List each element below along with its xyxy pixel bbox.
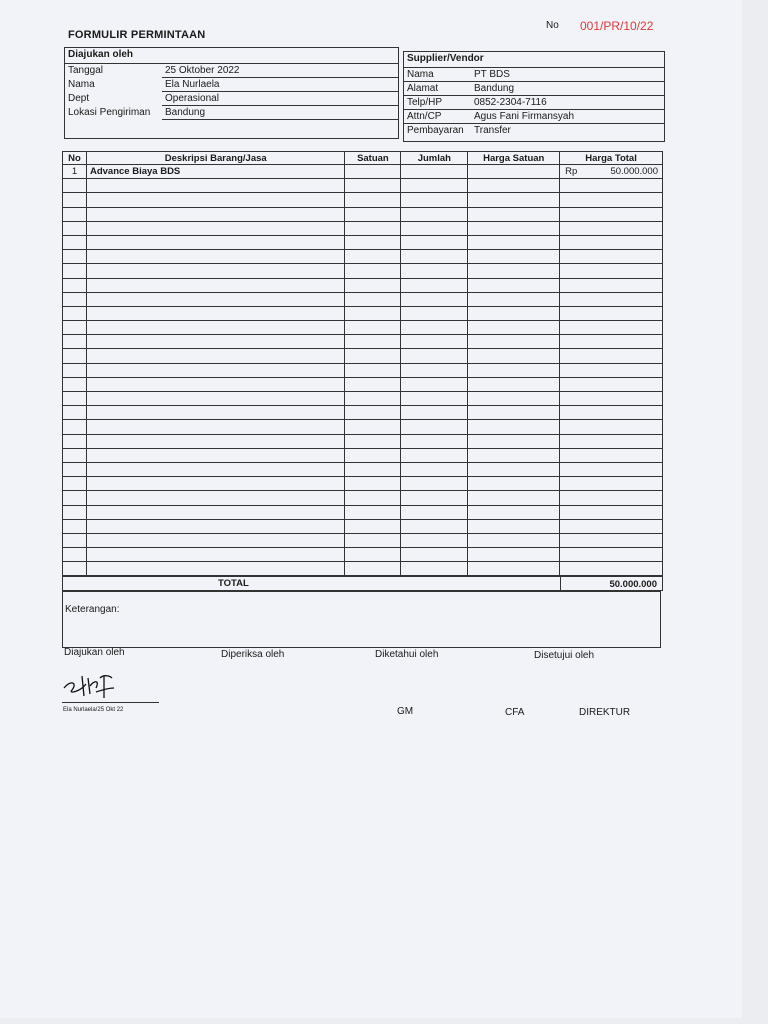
empty-cell <box>345 306 401 320</box>
table-row <box>63 179 663 193</box>
col-qty-header: Jumlah <box>401 152 468 165</box>
empty-cell <box>468 207 560 221</box>
cell-unit <box>345 165 401 179</box>
empty-cell <box>86 207 344 221</box>
field-label: Attn/CP <box>407 111 442 122</box>
empty-cell <box>86 250 344 264</box>
empty-cell <box>468 264 560 278</box>
empty-cell <box>468 491 560 505</box>
empty-cell <box>63 321 87 335</box>
submitted-by-label: Diajukan oleh <box>64 647 125 658</box>
empty-cell <box>86 321 344 335</box>
empty-cell <box>560 363 663 377</box>
table-row <box>63 363 663 377</box>
empty-cell <box>345 335 401 349</box>
col-no-header: No <box>63 152 87 165</box>
empty-cell <box>468 548 560 562</box>
empty-cell <box>468 278 560 292</box>
table-row <box>63 250 663 264</box>
checked-by-label: Diperiksa oleh <box>221 649 285 660</box>
empty-cell <box>468 349 560 363</box>
handwritten-signature <box>60 666 120 702</box>
table-row <box>63 235 663 249</box>
empty-cell <box>86 363 344 377</box>
empty-cell <box>560 179 663 193</box>
empty-cell <box>63 250 87 264</box>
empty-cell <box>63 278 87 292</box>
empty-cell <box>345 179 401 193</box>
empty-cell <box>86 462 344 476</box>
empty-cell <box>86 235 344 249</box>
empty-cell <box>401 250 468 264</box>
requester-row-dept <box>65 92 398 106</box>
field-value: Agus Fani Firmansyah <box>474 111 575 122</box>
empty-cell <box>63 491 87 505</box>
empty-cell <box>345 392 401 406</box>
table-row <box>63 264 663 278</box>
empty-cell <box>401 179 468 193</box>
empty-cell <box>345 406 401 420</box>
empty-cell <box>345 292 401 306</box>
field-value: 25 Oktober 2022 <box>165 65 240 76</box>
empty-cell <box>560 335 663 349</box>
empty-cell <box>86 505 344 519</box>
empty-cell <box>468 193 560 207</box>
empty-cell <box>560 477 663 491</box>
empty-cell <box>560 193 663 207</box>
empty-cell <box>401 562 468 576</box>
empty-cell <box>86 548 344 562</box>
requester-box <box>64 47 399 139</box>
col-description-header: Deskripsi Barang/Jasa <box>86 152 344 165</box>
total-row <box>62 576 663 591</box>
table-row <box>63 377 663 391</box>
supplier-row-phone <box>404 96 664 110</box>
empty-cell <box>345 434 401 448</box>
empty-cell <box>345 519 401 533</box>
empty-cell <box>468 221 560 235</box>
table-row <box>63 349 663 363</box>
empty-cell <box>560 491 663 505</box>
empty-cell <box>345 377 401 391</box>
table-row <box>63 462 663 476</box>
currency-label: Rp <box>565 166 578 177</box>
empty-cell <box>468 505 560 519</box>
empty-cell <box>560 377 663 391</box>
empty-cell <box>401 335 468 349</box>
table-row <box>63 207 663 221</box>
empty-cell <box>468 477 560 491</box>
form-number-value: 001/PR/10/22 <box>580 19 654 33</box>
submitter-caption: Ela Nurlaela/25 Okt 22 <box>63 707 124 713</box>
empty-cell <box>560 448 663 462</box>
role-cfa: CFA <box>505 707 525 718</box>
empty-cell <box>560 321 663 335</box>
empty-cell <box>560 250 663 264</box>
field-value: Bandung <box>165 107 206 118</box>
empty-cell <box>560 221 663 235</box>
empty-cell <box>63 462 87 476</box>
empty-cell <box>401 533 468 547</box>
empty-cell <box>468 392 560 406</box>
supplier-row-contact <box>404 110 664 124</box>
empty-cell <box>345 562 401 576</box>
table-row <box>63 193 663 207</box>
table-row <box>63 221 663 235</box>
role-gm: GM <box>397 706 414 717</box>
empty-cell <box>468 448 560 462</box>
field-value: Transfer <box>474 125 511 136</box>
empty-cell <box>468 335 560 349</box>
empty-cell <box>86 491 344 505</box>
empty-cell <box>401 221 468 235</box>
table-row <box>63 335 663 349</box>
empty-cell <box>86 533 344 547</box>
empty-cell <box>63 179 87 193</box>
table-row <box>63 491 663 505</box>
table-row <box>63 306 663 320</box>
total-divider <box>560 577 561 590</box>
empty-cell <box>560 235 663 249</box>
table-row <box>63 533 663 547</box>
empty-cell <box>345 321 401 335</box>
empty-cell <box>560 207 663 221</box>
empty-cell <box>86 292 344 306</box>
empty-cell <box>468 250 560 264</box>
empty-cell <box>86 434 344 448</box>
empty-cell <box>401 207 468 221</box>
empty-cell <box>401 434 468 448</box>
empty-cell <box>560 462 663 476</box>
empty-cell <box>345 462 401 476</box>
empty-cell <box>86 264 344 278</box>
table-row <box>63 420 663 434</box>
empty-cell <box>345 193 401 207</box>
empty-cell <box>345 278 401 292</box>
empty-cell <box>63 363 87 377</box>
empty-cell <box>401 448 468 462</box>
field-value: Ela Nurlaela <box>165 79 220 90</box>
empty-cell <box>560 533 663 547</box>
field-label: Nama <box>68 79 95 90</box>
empty-cell <box>560 562 663 576</box>
total-value: 50.000.000 <box>609 579 657 590</box>
empty-cell <box>86 349 344 363</box>
requester-row-name <box>65 78 398 92</box>
empty-cell <box>401 235 468 249</box>
empty-cell <box>401 278 468 292</box>
cell-total <box>560 165 663 179</box>
empty-cell <box>560 519 663 533</box>
notes-label: Keterangan: <box>65 604 120 615</box>
empty-cell <box>63 349 87 363</box>
form-title: FORMULIR PERMINTAAN <box>68 29 206 41</box>
empty-cell <box>63 406 87 420</box>
empty-cell <box>345 548 401 562</box>
supplier-row-payment <box>404 124 664 138</box>
col-unit-header: Satuan <box>345 152 401 165</box>
table-row <box>63 448 663 462</box>
empty-cell <box>63 207 87 221</box>
empty-cell <box>63 448 87 462</box>
empty-cell <box>86 448 344 462</box>
empty-cell <box>63 264 87 278</box>
empty-cell <box>63 335 87 349</box>
empty-cell <box>401 292 468 306</box>
table-row <box>63 477 663 491</box>
empty-cell <box>345 420 401 434</box>
empty-cell <box>86 179 344 193</box>
signature-line <box>62 702 159 703</box>
empty-cell <box>345 477 401 491</box>
empty-cell <box>401 519 468 533</box>
table-row <box>63 519 663 533</box>
empty-cell <box>401 349 468 363</box>
field-value: 0852-2304-7116 <box>474 97 547 108</box>
total-label: TOTAL <box>218 578 249 589</box>
table-header-row <box>63 152 663 165</box>
empty-cell <box>63 420 87 434</box>
empty-cell <box>63 221 87 235</box>
field-label: Nama <box>407 69 434 80</box>
cell-no: 1 <box>63 165 87 179</box>
empty-cell <box>560 420 663 434</box>
empty-cell <box>401 306 468 320</box>
empty-cell <box>468 292 560 306</box>
empty-cell <box>401 462 468 476</box>
empty-cell <box>86 335 344 349</box>
empty-cell <box>560 434 663 448</box>
cell-qty <box>401 165 468 179</box>
table-row <box>63 562 663 576</box>
empty-cell <box>345 448 401 462</box>
empty-cell <box>560 406 663 420</box>
known-by-label: Diketahui oleh <box>375 649 439 660</box>
field-label: Telp/HP <box>407 97 443 108</box>
empty-cell <box>63 519 87 533</box>
table-row <box>63 321 663 335</box>
form-number-label: No <box>546 20 559 31</box>
total-amount: 50.000.000 <box>610 166 658 177</box>
col-total-header: Harga Total <box>560 152 663 165</box>
empty-cell <box>86 306 344 320</box>
empty-cell <box>560 548 663 562</box>
underline <box>162 119 398 120</box>
empty-cell <box>86 477 344 491</box>
empty-cell <box>401 491 468 505</box>
supplier-row-address <box>404 82 664 96</box>
empty-cell <box>86 377 344 391</box>
empty-cell <box>560 264 663 278</box>
empty-cell <box>468 306 560 320</box>
empty-cell <box>86 193 344 207</box>
field-label: Tanggal <box>68 65 104 76</box>
empty-cell <box>345 207 401 221</box>
empty-cell <box>63 505 87 519</box>
empty-cell <box>63 193 87 207</box>
requester-header: Diajukan oleh <box>65 48 398 64</box>
field-value: Operasional <box>165 93 219 104</box>
empty-cell <box>468 420 560 434</box>
empty-cell <box>468 179 560 193</box>
empty-cell <box>401 264 468 278</box>
empty-cell <box>86 221 344 235</box>
requester-row-location <box>65 106 398 120</box>
empty-cell <box>468 363 560 377</box>
col-unit-price-header: Harga Satuan <box>468 152 560 165</box>
field-label: Alamat <box>407 83 439 94</box>
table-row <box>63 548 663 562</box>
notes-box <box>62 591 661 648</box>
table-row <box>63 292 663 306</box>
items-table <box>62 151 663 576</box>
empty-cell <box>345 349 401 363</box>
empty-cell <box>401 321 468 335</box>
empty-cell <box>345 363 401 377</box>
empty-cell <box>401 392 468 406</box>
cell-unit-price <box>468 165 560 179</box>
role-direktur: DIREKTUR <box>579 707 631 718</box>
empty-cell <box>345 264 401 278</box>
empty-cell <box>63 434 87 448</box>
empty-cell <box>86 562 344 576</box>
approved-by-label: Disetujui oleh <box>534 650 595 661</box>
table-row <box>63 392 663 406</box>
empty-cell <box>560 306 663 320</box>
requester-row-date <box>65 64 398 78</box>
table-row <box>63 434 663 448</box>
empty-cell <box>345 250 401 264</box>
empty-cell <box>401 505 468 519</box>
supplier-box <box>403 51 665 142</box>
empty-cell <box>468 462 560 476</box>
table-row <box>63 406 663 420</box>
empty-cell <box>63 235 87 249</box>
empty-cell <box>468 519 560 533</box>
field-value: Bandung <box>474 83 515 94</box>
empty-cell <box>86 406 344 420</box>
empty-cell <box>63 562 87 576</box>
empty-cell <box>63 533 87 547</box>
empty-cell <box>468 434 560 448</box>
empty-cell <box>345 491 401 505</box>
empty-cell <box>63 548 87 562</box>
empty-cell <box>468 235 560 249</box>
empty-cell <box>468 321 560 335</box>
empty-cell <box>86 392 344 406</box>
cell-description: Advance Biaya BDS <box>86 165 344 179</box>
empty-cell <box>468 533 560 547</box>
empty-cell <box>63 306 87 320</box>
empty-cell <box>86 519 344 533</box>
empty-cell <box>560 292 663 306</box>
empty-cell <box>468 562 560 576</box>
empty-cell <box>63 392 87 406</box>
empty-cell <box>86 420 344 434</box>
table-row <box>63 278 663 292</box>
empty-cell <box>560 505 663 519</box>
empty-cell <box>345 235 401 249</box>
empty-cell <box>63 292 87 306</box>
empty-cell <box>560 278 663 292</box>
empty-cell <box>63 377 87 391</box>
empty-cell <box>468 406 560 420</box>
table-row <box>63 165 663 179</box>
empty-cell <box>401 548 468 562</box>
empty-cell <box>560 392 663 406</box>
empty-cell <box>63 477 87 491</box>
empty-cell <box>401 420 468 434</box>
table-row <box>63 505 663 519</box>
field-label: Dept <box>68 93 90 104</box>
field-value: PT BDS <box>474 69 510 80</box>
supplier-header: Supplier/Vendor <box>404 52 664 68</box>
field-label: Lokasi Pengiriman <box>68 107 151 118</box>
empty-cell <box>345 221 401 235</box>
empty-cell <box>401 377 468 391</box>
empty-cell <box>86 278 344 292</box>
empty-cell <box>345 533 401 547</box>
empty-cell <box>401 363 468 377</box>
empty-cell <box>401 477 468 491</box>
empty-cell <box>401 406 468 420</box>
empty-cell <box>401 193 468 207</box>
field-label: Pembayaran <box>407 125 464 136</box>
empty-cell <box>468 377 560 391</box>
empty-cell <box>345 505 401 519</box>
empty-cell <box>560 349 663 363</box>
supplier-row-name <box>404 68 664 82</box>
